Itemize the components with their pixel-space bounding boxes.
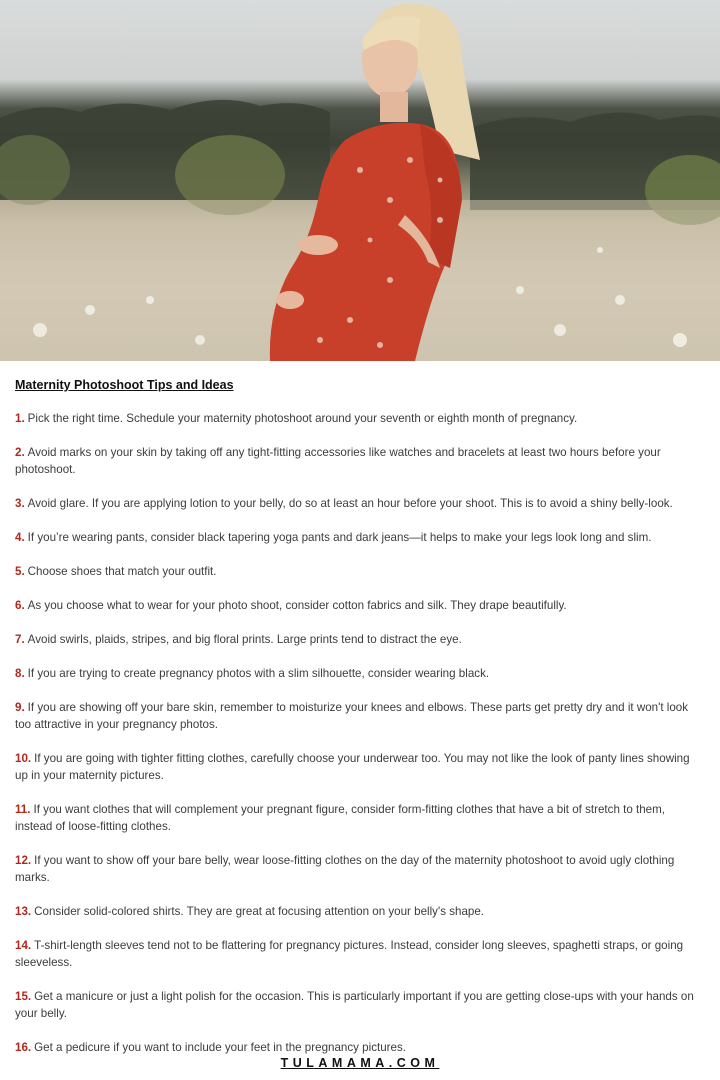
tip-text: Get a manicure or just a light polish for the occasion. This is particularly important if you are getting close-ups with your hands on your belly. <box>15 990 694 1020</box>
tip-number: 15. <box>15 990 32 1003</box>
hero-photo <box>0 0 720 361</box>
tip-text: If you want clothes that will complement your pregnant figure, consider form-fitting clothes that have a bit of stretch to them, instead of loose-fitting clothes. <box>15 803 666 833</box>
tip-number: 1. <box>15 412 25 425</box>
tip-item <box>15 597 705 614</box>
maternity-photo-illustration <box>0 0 720 361</box>
tip-text: As you choose what to wear for your photo shoot, consider cotton fabrics and silk. They drape beautifully. <box>27 599 567 612</box>
tips-list <box>15 410 705 1056</box>
tip-number: 12. <box>15 854 32 867</box>
tip-item <box>15 801 705 835</box>
tip-number: 2. <box>15 446 25 459</box>
tip-item <box>15 699 705 733</box>
tip-text: Consider solid-colored shirts. They are great at focusing attention on your belly's shape. <box>34 905 485 918</box>
tip-number: 7. <box>15 633 25 646</box>
tip-text: If you’re wearing pants, consider black tapering yoga pants and dark jeans—it helps to make your legs look long and slim. <box>27 531 652 544</box>
tip-text: If you are going with tighter fitting clothes, carefully choose your underwear too. You may not like the look of panty lines showing up in your maternity pictures. <box>15 752 690 782</box>
tip-text: Pick the right time. Schedule your maternity photoshoot around your seventh or eighth month of pregnancy. <box>27 412 578 425</box>
site-link[interactable]: TULAMAMA.COM <box>280 1056 440 1070</box>
tip-item <box>15 937 705 971</box>
tip-text: If you are trying to create pregnancy photos with a slim silhouette, consider wearing black. <box>27 667 490 680</box>
tip-item <box>15 410 705 427</box>
article-title: Maternity Photoshoot Tips and Ideas <box>15 378 234 392</box>
tip-text: If you are showing off your bare skin, remember to moisturize your knees and elbows. These parts get pretty dry and it won't look too attractive in your pregnancy photos. <box>15 701 689 731</box>
tip-item <box>15 631 705 648</box>
tip-number: 14. <box>15 939 32 952</box>
tip-number: 9. <box>15 701 25 714</box>
tip-number: 8. <box>15 667 25 680</box>
tip-item <box>15 495 705 512</box>
tip-number: 4. <box>15 531 25 544</box>
tip-item <box>15 903 705 920</box>
tip-number: 6. <box>15 599 25 612</box>
tip-item <box>15 444 705 478</box>
tip-text: Get a pedicure if you want to include your feet in the pregnancy pictures. <box>34 1041 406 1054</box>
tip-text: Avoid swirls, plaids, stripes, and big floral prints. Large prints tend to distract the eye. <box>27 633 462 646</box>
tip-number: 10. <box>15 752 32 765</box>
tip-text: T-shirt-length sleeves tend not to be flattering for pregnancy pictures. Instead, consider long sleeves, spaghetti straps, or going sleeveless. <box>15 939 684 969</box>
tip-item <box>15 529 705 546</box>
tip-item <box>15 665 705 682</box>
tip-number: 3. <box>15 497 25 510</box>
tip-number: 11. <box>15 803 31 816</box>
tip-text: Avoid glare. If you are applying lotion to your belly, do so at least an hour before your shoot. This is to avoid a shiny belly-look. <box>27 497 673 510</box>
tip-item <box>15 988 705 1022</box>
tip-number: 13. <box>15 905 32 918</box>
tip-number: 16. <box>15 1041 32 1054</box>
tip-item <box>15 563 705 580</box>
tip-text: Choose shoes that match your outfit. <box>27 565 217 578</box>
tip-text: Avoid marks on your skin by taking off any tight-fitting accessories like watches and bracelets at least two hours before your photoshoot. <box>15 446 661 476</box>
tip-text: If you want to show off your bare belly, wear loose-fitting clothes on the day of the maternity photoshoot to avoid ugly clothing marks. <box>15 854 675 884</box>
tip-number: 5. <box>15 565 25 578</box>
article <box>0 377 720 1056</box>
tip-item <box>15 852 705 886</box>
tip-item <box>15 750 705 784</box>
footer <box>0 1054 720 1072</box>
